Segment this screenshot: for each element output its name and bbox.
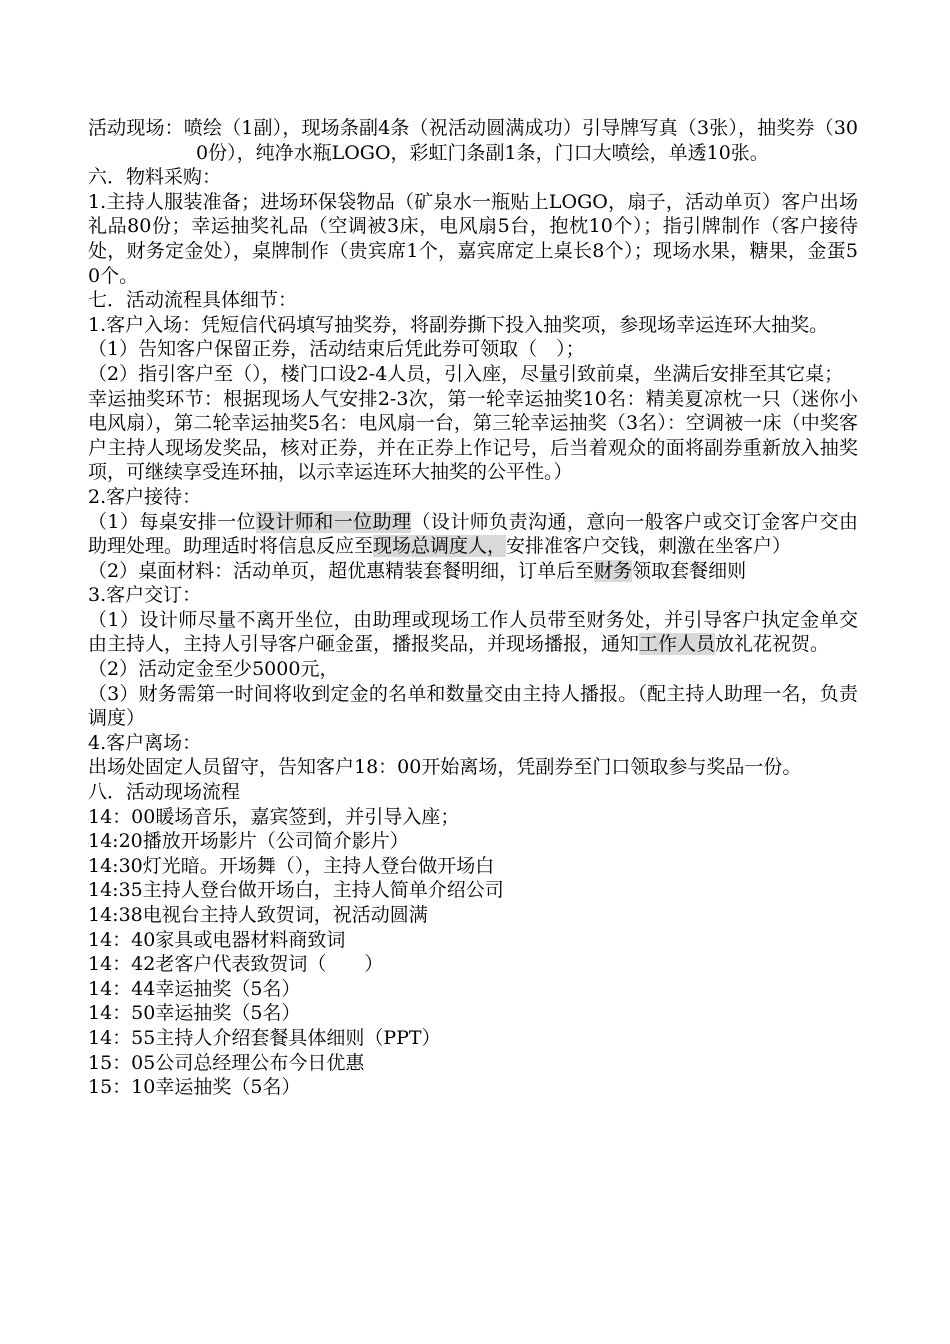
highlighted-text: 财务 (594, 559, 633, 582)
document-page (88, 116, 858, 1100)
text-run: （2）桌面材料：活动单页，超优惠精装套餐明细，订单后至 (88, 559, 595, 582)
paragraph-venue-materials: 活动现场：喷绘（1副），现场条副4条（祝活动圆满成功）引导牌写真（3张），抽奖券（300份），纯净水瓶LOGO，彩虹门条副1条，门口大喷绘，单透10张。 (88, 117, 858, 164)
schedule-item: 14:35主持人登台做开场白，主持人简单介绍公司 (88, 879, 504, 902)
paragraph-reception-item-1 (88, 510, 858, 559)
schedule-item: 14：55主持人介绍套餐具体细则（PPT） (88, 1026, 441, 1049)
text-run: 领取套餐细则 (632, 559, 747, 582)
text-run: （1）设计师尽量不离开坐位，由助理或现场工作人员带至财务处，并引导客户执定金单交由主持人，主持人引导客户砸金蛋，播报奖品，并现场播报，通知 (88, 608, 858, 656)
paragraph-order-heading: 3.客户交订： (88, 584, 202, 607)
schedule-item: 14:20播放开场影片（公司简介影片） (88, 830, 409, 853)
schedule-item: 14：50幸运抽奖（5名） (88, 1002, 301, 1025)
schedule-item: 14:30灯光暗。开场舞（），主持人登台做开场白 (88, 854, 495, 877)
paragraph-customer-entry: 1.客户入场：凭短信代码填写抽奖券，将副券撕下投入抽奖项，参现场幸运连环大抽奖。 (88, 313, 829, 336)
highlighted-text: 设计师和一位助理 (255, 510, 412, 533)
highlighted-text: 现场总调度人， (373, 535, 507, 558)
text-run: 安排准客户交钱，刺激在坐客户） (506, 535, 792, 558)
text-run: 放礼花祝贺。 (715, 633, 830, 656)
paragraph-entry-item-1: （1）告知客户保留正券，活动结束后凭此券可领取（ ）； (88, 338, 585, 361)
schedule-item: 14：44幸运抽奖（5名） (88, 977, 301, 1000)
schedule-item: 14:38电视台主持人致贺词，祝活动圆满 (88, 904, 428, 926)
section-heading-procurement: 六．物料采购： (88, 166, 222, 189)
highlighted-text: 工作人员 (639, 633, 716, 656)
section-heading-process-details: 七．活动流程具体细节： (88, 289, 298, 312)
paragraph-order-item-1 (88, 608, 858, 657)
schedule-item: 15：05公司总经理公布今日优惠 (88, 1051, 365, 1074)
schedule-item: 14：40家具或电器材料商致词 (88, 928, 346, 951)
paragraph-departure: 出场处固定人员留守，告知客户18：00开始离场，凭副券至门口领取参与奖品一份。 (88, 756, 802, 779)
paragraph-reception-heading: 2.客户接待： (88, 485, 202, 508)
paragraph-procurement: 1.主持人服装准备；进场环保袋物品（矿泉水一瓶贴上LOGO，扇子，活动单页）客户出场礼品80份；幸运抽奖礼品（空调被3床，电风扇5台，抱枕10个）；指引牌制作（客户接待处，财务定金处），桌牌制作（贵宾席1个，嘉宾席定上桌长8个）；现场水果，糖果，金蛋50个。 (88, 190, 858, 287)
paragraph-lucky-draw: 幸运抽奖环节：根据现场人气安排2-3次，第一轮幸运抽奖10名：精美夏凉枕一只（迷你小电风扇），第二轮幸运抽奖5名：电风扇一台，第三轮幸运抽奖（3名）：空调被一床（中奖客户主持人现场发奖品，核对正券，并在正券上作记号，后当着观众的面将副券重新放入抽奖项，可继续享受连环抽，以示幸运连环大抽奖的公平性。） (88, 387, 858, 484)
paragraph-entry-item-2: （2）指引客户至（），楼门口设2-4人员，引入座，尽量引致前桌，坐满后安排至其它桌； (88, 362, 844, 385)
paragraph-order-item-2: （2）活动定金至少5000元， (88, 658, 339, 681)
schedule-item: 15：10幸运抽奖（5名） (88, 1076, 301, 1099)
paragraph-departure-heading: 4.客户离场： (88, 731, 202, 754)
schedule-item: 14：42老客户代表致贺词（ ） (88, 953, 384, 976)
text-run: （1）每桌安排一位 (88, 510, 256, 533)
paragraph-order-item-3: （3）财务需第一时间将收到定金的名单和数量交由主持人播报。（配主持人助理一名，负责调度） (88, 682, 858, 730)
schedule-item: 14：00暖场音乐，嘉宾签到，并引导入座； (88, 805, 460, 828)
paragraph-reception-item-2 (88, 559, 858, 584)
section-heading-schedule: 八．活动现场流程 (88, 781, 241, 804)
text-run: （设计师负责沟通，意向一般客户或交订金客户交由助理处理。助理适时将信息反应至 (88, 510, 858, 558)
